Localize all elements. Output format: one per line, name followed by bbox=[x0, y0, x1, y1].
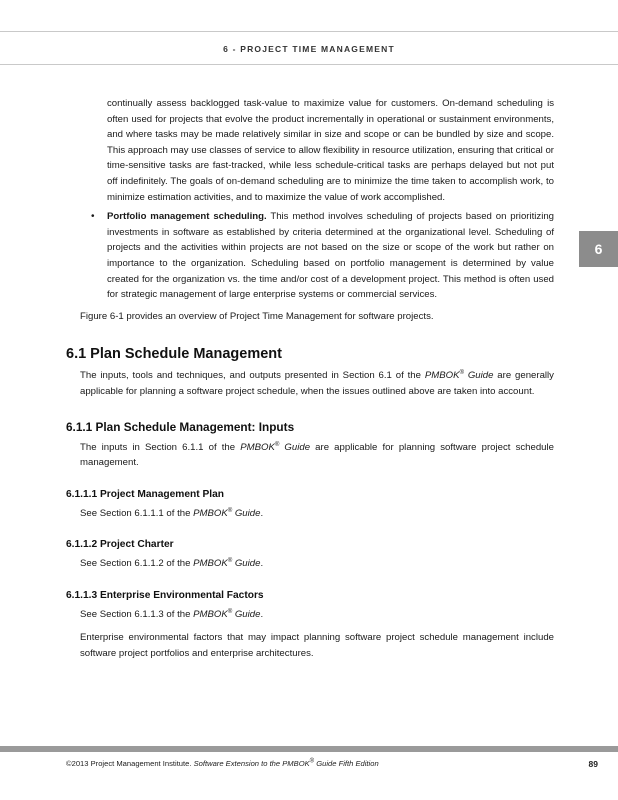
bullet-text: This method involves scheduling of projects based on prioritizing investments in software as established by criteria determined at the organizational level. Scheduling of projects and the activities within projects are not based on the size or scope of the work but rather on importance to the organization. Scheduling based on portfolio management is determined by value created for the organization vs. the time and/or cost of a development project. This method is often used for strategic management of large enterprise systems or commercial services. bbox=[107, 211, 554, 301]
paragraph-6-1-1-2 bbox=[66, 556, 554, 572]
paragraph-6-1-1 bbox=[66, 440, 554, 471]
footer bbox=[66, 758, 598, 769]
footer-copyright: ©2013 Project Management Institute. bbox=[66, 759, 194, 768]
paragraph-6-1-1-3 bbox=[66, 607, 554, 623]
guide-title bbox=[193, 508, 260, 519]
guide-title bbox=[425, 370, 494, 381]
page-content bbox=[66, 96, 554, 662]
registered-mark: ® bbox=[227, 507, 233, 514]
figure-reference: Figure 6-1 provides an overview of Project Time Management for software projects. bbox=[80, 310, 434, 322]
guide-word: Guide bbox=[463, 370, 494, 382]
bullet-title: Portfolio management scheduling. bbox=[107, 211, 267, 223]
guide-name: PMBOK bbox=[240, 441, 275, 453]
text-run: See Section 6.1.1.1 of the bbox=[80, 507, 194, 519]
guide-word: Guide bbox=[232, 507, 261, 519]
text-run: . bbox=[260, 608, 264, 620]
guide-title bbox=[240, 442, 310, 453]
text-run: are generally applicable for planning a software project schedule, when the issues outlined above are taken into account. bbox=[80, 370, 554, 397]
text-run: The inputs, tools and techniques, and outputs presented in Section 6.1 of the bbox=[80, 370, 425, 382]
paragraph-6-1 bbox=[66, 368, 554, 399]
heading-6-1: 6.1 Plan Schedule Management bbox=[66, 346, 282, 363]
header-bottom-rule bbox=[0, 64, 618, 65]
header-top-rule bbox=[0, 31, 618, 32]
text-run: The inputs in Section 6.1.1 of the bbox=[80, 441, 241, 453]
paragraph-on-demand: continually assess backlogged task-value to maximize value for customers. On-demand scheduling is often used for projects that evolve the product incrementally in operational or sustainment environments, and where tasks may be made relatively similar in size and scope or can be bundled by size and scope. This approach may use classes of service to allow flexibility in resource utilization, ensuring that critical or time-sensitive tasks are fast-tracked, while less schedule-critical tasks are perhaps delayed but not put off indefinitely. The goals of on-demand scheduling are to minimize the time taken to accomplish work, to minimize estimation activities, and to maximize the value of work accomplished. bbox=[107, 98, 554, 203]
guide-word: Guide bbox=[232, 558, 261, 570]
heading-6-1-1-2: 6.1.1.2 Project Charter bbox=[66, 539, 174, 551]
registered-mark: ® bbox=[227, 608, 233, 615]
text-run: . bbox=[260, 558, 264, 570]
footer-bar bbox=[0, 746, 618, 752]
guide-name: PMBOK bbox=[193, 507, 228, 519]
footer-book-title bbox=[194, 759, 379, 768]
chapter-tab: 6 bbox=[579, 231, 618, 267]
guide-name: PMBOK bbox=[193, 558, 228, 570]
heading-6-1-1-3: 6.1.1.3 Enterprise Environmental Factors bbox=[66, 589, 264, 601]
guide-word: Guide bbox=[232, 608, 261, 620]
footer-title-a: Software Extension to the PMBOK bbox=[193, 759, 310, 768]
guide-name: PMBOK bbox=[424, 370, 460, 382]
text-run: . bbox=[260, 507, 264, 519]
page-number: 89 bbox=[588, 759, 598, 769]
guide-title bbox=[193, 609, 260, 620]
paragraph-6-1-1-1 bbox=[66, 506, 554, 522]
heading-6-1-1: 6.1.1 Plan Schedule Management: Inputs bbox=[66, 419, 295, 434]
text-run: See Section 6.1.1.2 of the bbox=[80, 558, 194, 570]
text-run: are applicable for planning software project schedule management. bbox=[80, 441, 554, 469]
guide-title bbox=[193, 558, 260, 569]
registered-mark: ® bbox=[309, 758, 315, 765]
bullet-dot: • bbox=[91, 211, 95, 223]
registered-mark: ® bbox=[274, 441, 280, 448]
registered-mark: ® bbox=[227, 558, 233, 565]
paragraph-eef: Enterprise environmental factors that may impact planning software project schedule management include software project portfolios and enterprise architectures. bbox=[80, 632, 554, 660]
running-head: 6 - PROJECT TIME MANAGEMENT bbox=[223, 44, 395, 54]
bullet-portfolio bbox=[91, 209, 554, 303]
guide-word: Guide bbox=[279, 441, 311, 453]
guide-name: PMBOK bbox=[193, 608, 228, 620]
footer-title-b: Guide Fifth Edition bbox=[314, 759, 379, 768]
registered-mark: ® bbox=[459, 370, 464, 377]
heading-6-1-1-1: 6.1.1.1 Project Management Plan bbox=[66, 488, 224, 500]
text-run: See Section 6.1.1.3 of the bbox=[80, 608, 194, 620]
